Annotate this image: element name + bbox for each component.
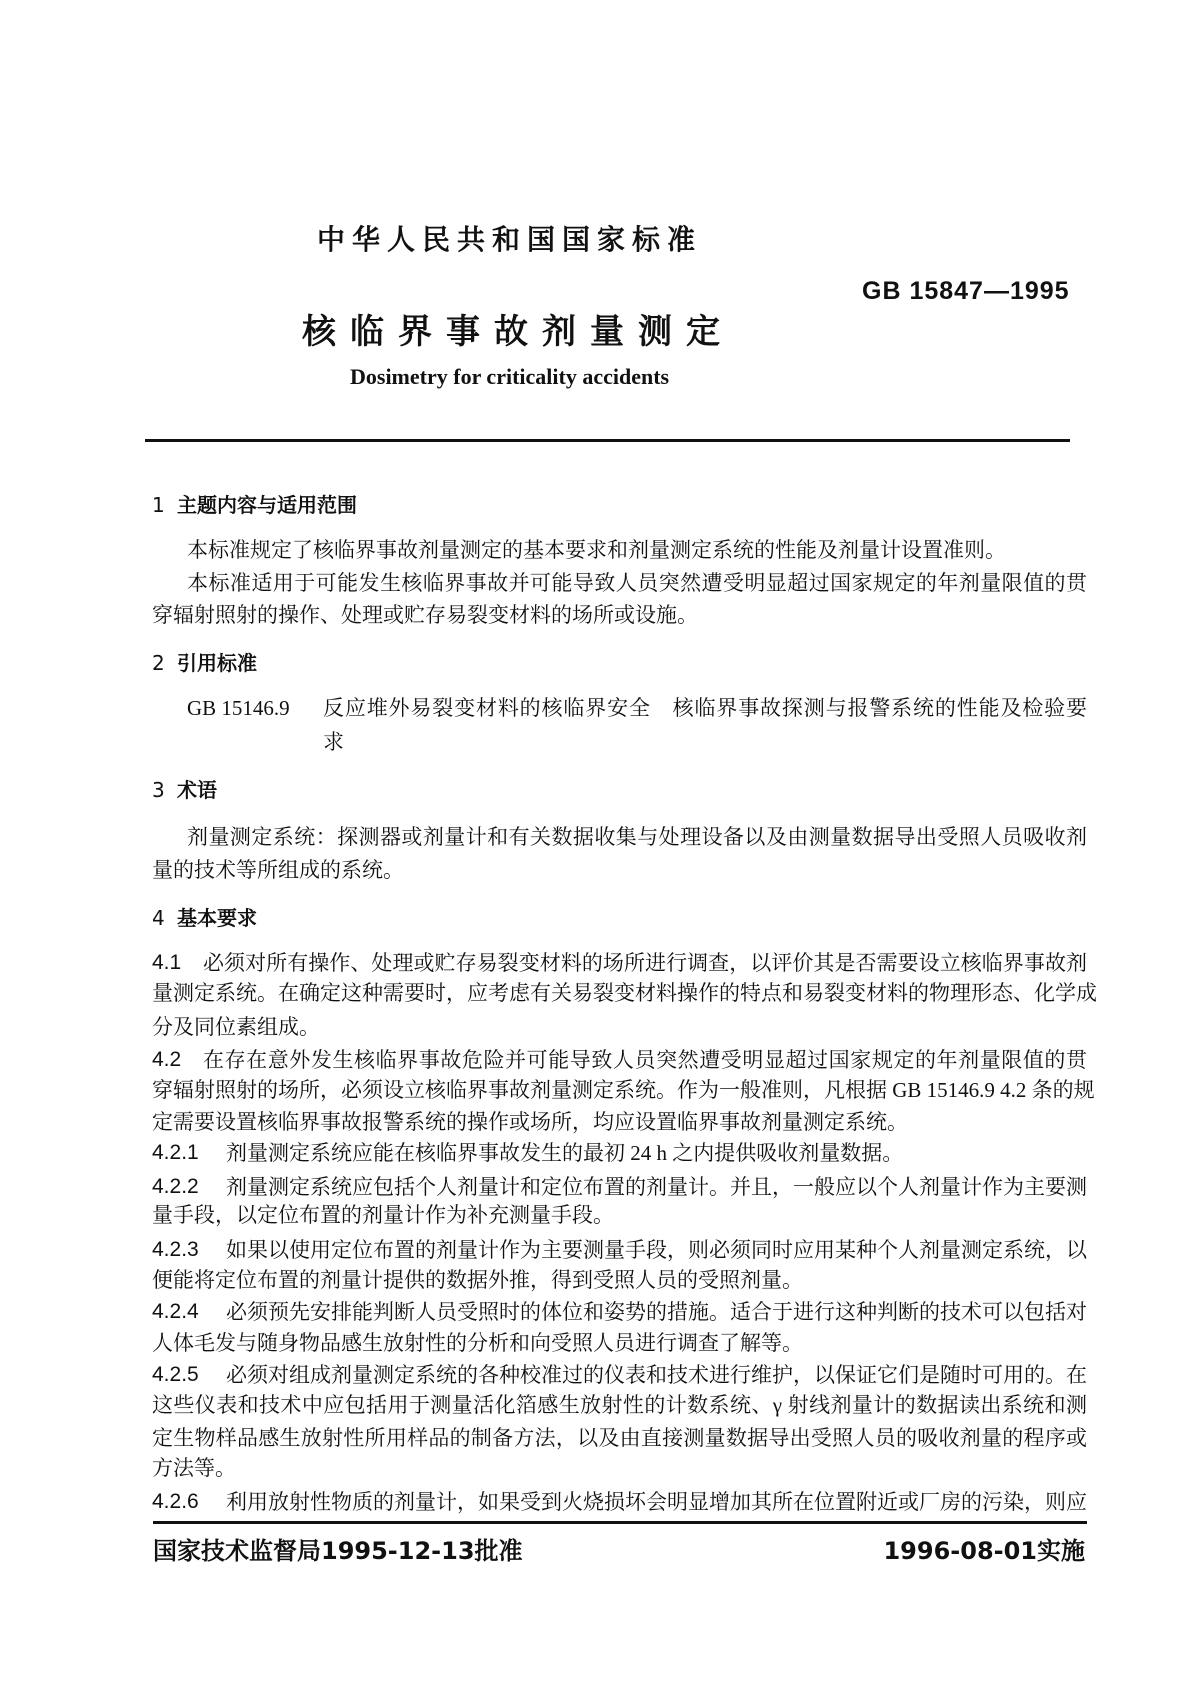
clause-line: 如果以使用定位布置的剂量计作为主要测量手段，则必须同时应用某种个人剂量测定系统，以 [226,1238,1087,1262]
clause-line: 便能将定位布置的剂量计提供的数据外推，得到受照人员的受照剂量。 [152,1268,803,1292]
clause-line: 必须对组成剂量测定系统的各种校准过的仪表和技术进行维护，以保证它们是随时可用的。在 [226,1363,1087,1387]
clause-line: 量测定系统。在确定这种需要时，应考虑有关易裂变材料操作的特点和易裂变材料的物理形态、化学成 [152,981,1097,1005]
document-title: 核临界事故剂量测定 [302,312,734,352]
clause-number: 4.1 [152,951,182,974]
section-number: 3 [152,778,165,802]
national-standard-heading: 中华人民共和国国家标准 [317,223,703,256]
section-title: 引用标准 [177,651,257,675]
clause-line: 量手段，以定位布置的剂量计作为补充测量手段。 [152,1203,614,1227]
clause-line: 在存在意外发生核临界事故危险并可能导致人员突然遭受明显超过国家规定的年剂量限值的贯 [203,1048,1087,1072]
section-1-heading [152,491,357,519]
footer-divider [153,1521,1087,1524]
clause-number: 4.2.2 [152,1175,199,1198]
section-title: 基本要求 [177,906,257,930]
section-2-heading [152,649,257,677]
approval-date: 国家技术监督局1995-12-13批准 [153,1537,523,1565]
clause-number: 4.2.5 [152,1363,199,1386]
clause-number: 4.2.6 [152,1490,199,1513]
reference-title-line: 反应堆外易裂变材料的核临界安全 核临界事故探测与报警系统的性能及检验要 [323,696,1087,720]
clause-number: 4.2.1 [152,1141,199,1164]
clause-line: 定需要设置核临界事故报警系统的操作或场所，均应设置临界事故剂量测定系统。 [152,1110,908,1134]
clause-line: 人体毛发与随身物品感生放射性的分析和向受照人员进行调查了解等。 [152,1331,803,1355]
clause-line: 这些仪表和技术中应包括用于测量活化箔感生放射性的计数系统、γ 射线剂量计的数据读出系统和测 [152,1393,1087,1417]
clause-line: 方法等。 [152,1456,236,1480]
clause-line: 剂量测定系统应能在核临界事故发生的最初 24 h 之内提供吸收剂量数据。 [226,1141,904,1165]
clause-number: 4.2.4 [152,1300,199,1323]
clause-line: 定生物样品感生放射性所用样品的制备方法，以及由直接测量数据导出受照人员的吸收剂量的程序或 [152,1426,1087,1450]
section-number: 4 [152,906,165,930]
paragraph-line: 本标准规定了核临界事故剂量测定的基本要求和剂量测定系统的性能及剂量计设置准则。 [187,538,1006,562]
paragraph-line: 本标准适用于可能发生核临界事故并可能导致人员突然遭受明显超过国家规定的年剂量限值的贯 [187,571,1087,595]
section-number: 2 [152,651,165,675]
section-title: 术语 [177,778,217,802]
section-4-heading [152,904,257,932]
clause-line: 分及同位素组成。 [152,1015,320,1039]
paragraph-line: 剂量测定系统：探测器或剂量计和有关数据收集与处理设备以及由测量数据导出受照人员吸收剂 [187,825,1087,849]
section-number: 1 [152,493,165,517]
reference-title-line: 求 [323,730,344,754]
clause-line: 利用放射性物质的剂量计，如果受到火烧损坏会明显增加其所在位置附近或厂房的污染，则应 [226,1490,1087,1514]
section-3-heading [152,776,217,804]
header-divider [145,439,1070,442]
section-title: 主题内容与适用范围 [177,493,357,517]
paragraph-line: 穿辐射照射的操作、处理或贮存易裂变材料的场所或设施。 [152,603,698,627]
document-title-english: Dosimetry for criticality accidents [350,364,670,389]
reference-code: GB 15146.9 [187,696,290,720]
clause-line: 必须预先安排能判断人员受照时的体位和姿势的措施。适合于进行这种判断的技术可以包括对 [226,1300,1087,1324]
implementation-date: 1996-08-01实施 [883,1537,1085,1565]
clause-line: 必须对所有操作、处理或贮存易裂变材料的场所进行调查，以评价其是否需要设立核临界事故剂 [203,951,1087,975]
paragraph-line: 量的技术等所组成的系统。 [152,858,404,882]
standard-number: GB 15847—1995 [862,277,1070,305]
clause-number: 4.2 [152,1048,182,1071]
clause-line: 剂量测定系统应包括个人剂量计和定位布置的剂量计。并且，一般应以个人剂量计作为主要测 [226,1175,1087,1199]
clause-number: 4.2.3 [152,1238,199,1261]
clause-line: 穿辐射照射的场所，必须设立核临界事故剂量测定系统。作为一般准则，凡根据 GB 15146.9 4.2 条的规 [152,1078,1095,1102]
